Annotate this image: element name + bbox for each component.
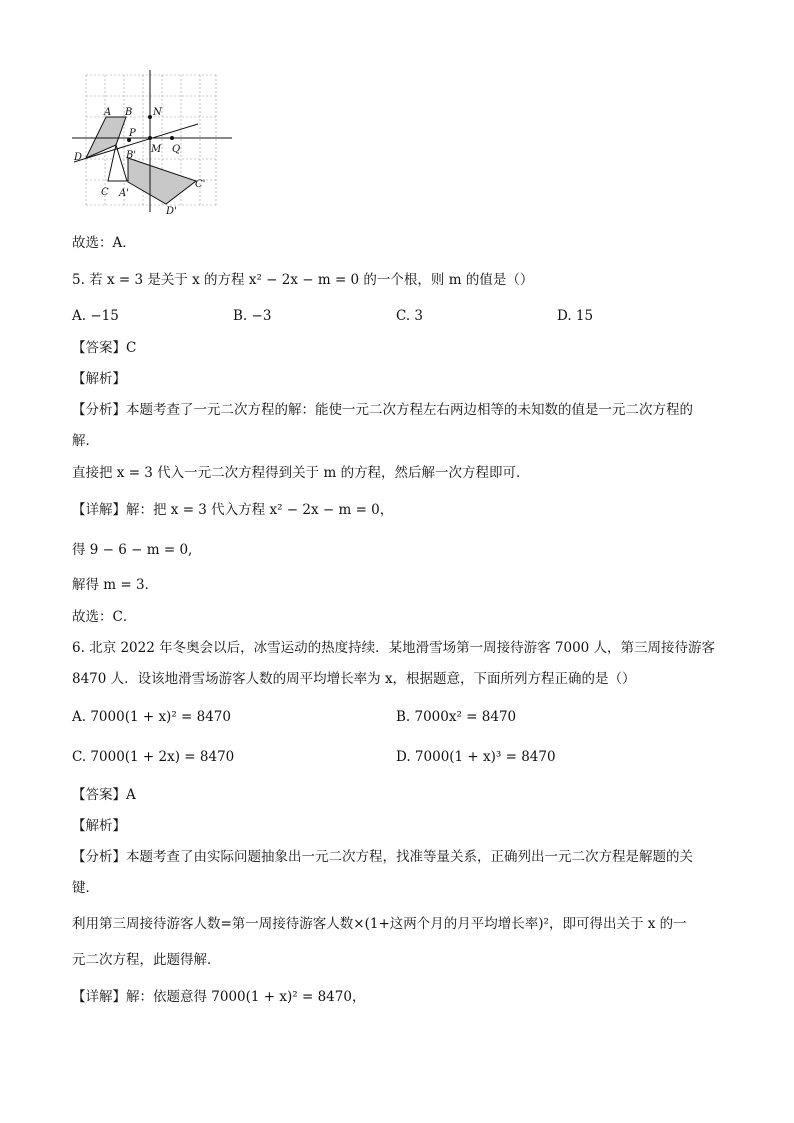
q6-answer: 【答案】A bbox=[72, 787, 136, 803]
q6-option-b: B. 7000x² = 8470 bbox=[396, 709, 517, 725]
answer-choose-a: 故选：A． bbox=[72, 235, 136, 251]
label-a-prime: A' bbox=[119, 188, 129, 199]
q6-analysis-line-4: 元二次方程，此题得解． bbox=[72, 952, 221, 968]
question-6-line-2: 8470 人．设该地滑雪场游客人数的周平均增长率为 x，根据题意，下面所列方程正确的是（） bbox=[72, 671, 636, 687]
label-q: Q bbox=[172, 144, 181, 155]
q5-choose: 故选：C． bbox=[72, 609, 137, 625]
label-m: M bbox=[151, 144, 162, 155]
q5-step-1: 得 9 − 6 − m = 0, bbox=[72, 542, 193, 558]
label-d: D bbox=[74, 152, 83, 163]
label-b: B bbox=[125, 107, 133, 118]
q5-answer: 【答案】C bbox=[72, 340, 137, 356]
q5-analysis-line-1: 【分析】本题考查了一元二次方程的解：能使一元二次方程左右两边相等的未知数的值是一元二次方程的 bbox=[72, 402, 693, 418]
q6-option-a: A. 7000(1 + x)² = 8470 bbox=[72, 709, 231, 725]
q5-step-2: 解得 m = 3． bbox=[72, 577, 159, 593]
q6-option-d: D. 7000(1 + x)³ = 8470 bbox=[396, 749, 556, 765]
q5-option-a: A. −15 bbox=[72, 308, 119, 324]
point-n bbox=[148, 115, 152, 119]
q5-option-c: C. 3 bbox=[396, 308, 424, 324]
q5-jiexi-heading: 【解析】 bbox=[72, 371, 126, 387]
label-b-prime: B' bbox=[126, 150, 137, 161]
point-m bbox=[148, 136, 152, 140]
geometry-figure bbox=[72, 70, 232, 220]
q5-analysis-line-2: 解． bbox=[72, 433, 99, 449]
label-a: A bbox=[104, 107, 112, 118]
point-q bbox=[170, 136, 174, 140]
question-5: 5. 若 x = 3 是关于 x 的方程 x² − 2x − m = 0 的一个根，则 m 的值是（） bbox=[72, 272, 534, 288]
q5-detail: 【详解】解：把 x = 3 代入方程 x² − 2x − m = 0， bbox=[72, 502, 394, 518]
label-n: N bbox=[153, 107, 162, 118]
q6-analysis-line-3: 利用第三周接待游客人数=第一周接待游客人数×(1+这两个月的月平均增长率)²，即可得出关于 x 的一 bbox=[72, 916, 687, 932]
question-6-line-1: 6. 北京 2022 年冬奥会以后，冰雪运动的热度持续．某地滑雪场第一周接待游客 7000 人，第三周接待游客 bbox=[72, 640, 716, 656]
label-c: C bbox=[101, 187, 109, 198]
q5-option-d: D. 15 bbox=[557, 308, 594, 324]
label-p: P bbox=[129, 128, 136, 139]
q6-jiexi-heading: 【解析】 bbox=[72, 818, 126, 834]
q5-analysis-line-3: 直接把 x = 3 代入一元二次方程得到关于 m 的方程，然后解一次方程即可． bbox=[72, 465, 530, 481]
label-c-prime: C' bbox=[195, 179, 206, 190]
grid-figure-svg bbox=[72, 70, 232, 220]
q6-analysis-line-1: 【分析】本题考查了由实际问题抽象出一元二次方程，找准等量关系，正确列出一元二次方程是解题的关 bbox=[72, 849, 693, 865]
q6-analysis-line-2: 键． bbox=[72, 880, 99, 896]
q6-detail: 【详解】解：依题意得 7000(1 + x)² = 8470， bbox=[72, 989, 366, 1005]
q6-option-c: C. 7000(1 + 2x) = 8470 bbox=[72, 749, 235, 765]
q5-option-b: B. −3 bbox=[233, 308, 272, 324]
label-d-prime: D' bbox=[166, 206, 177, 217]
